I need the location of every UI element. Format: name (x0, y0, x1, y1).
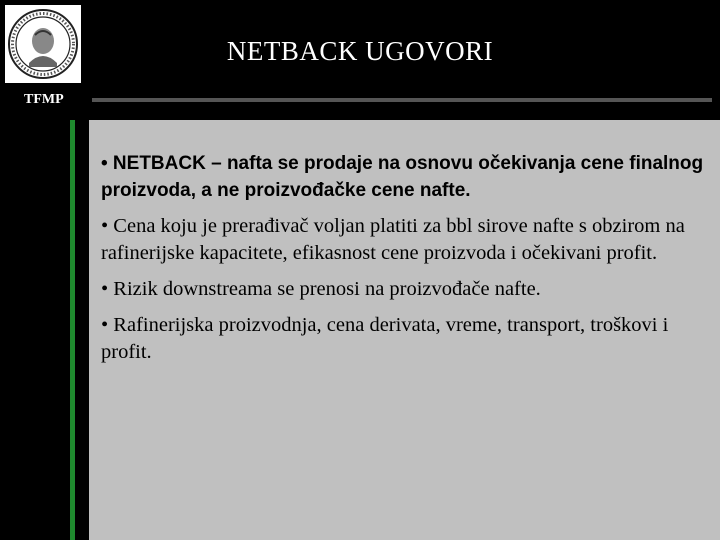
header-divider (92, 98, 712, 102)
bullet-item: • Rizik downstreama se prenosi na proizvođače nafte. (101, 278, 541, 300)
slide-content (89, 120, 720, 540)
slide-header (0, 0, 720, 120)
bullet-item: • Cena koju je prerađivač voljan platiti za bbl sirove nafte s obzirom na rafinerijske kapacitete, efikasnost cene proizvoda i očekivani profit. (101, 215, 685, 264)
slide-title: NETBACK UGOVORI (226, 36, 494, 66)
bullet-list (101, 150, 706, 375)
bullet-item: • Rafinerijska proizvodnja, cena derivata, vreme, transport, troškovi i profit. (101, 314, 669, 363)
bullet-item: • NETBACK – nafta se prodaje na osnovu očekivanja cene finalnog proizvoda, a ne proizvođačke cene nafte. (101, 153, 704, 201)
university-seal-logo-icon (5, 5, 81, 83)
accent-gap (75, 120, 89, 540)
brand-label: TFMP (24, 92, 64, 107)
